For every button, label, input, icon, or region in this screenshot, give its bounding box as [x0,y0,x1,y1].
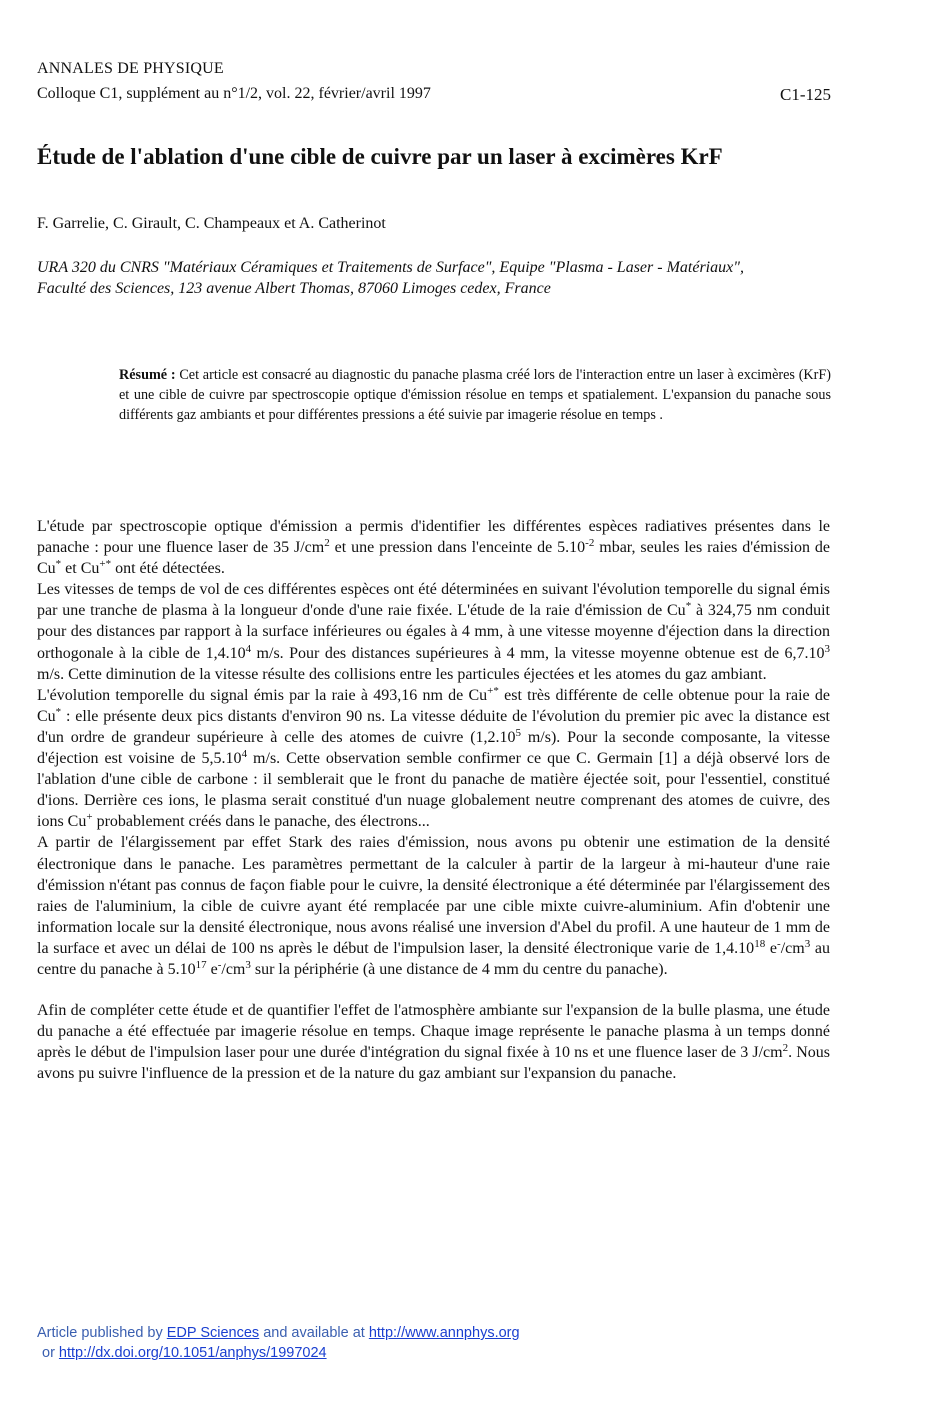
superscript: 4 [241,748,248,761]
text-run: A partir de l'élargissement par effet Stark des raies d'émission, nous avons pu obtenir une estimation de la densité électronique dans le panache. Les paramètres permettant de la calculer à partir de la largeur à mi-hauteur d'une raie d'émission n'étant pas connus de façon fiable pour le cuivre, la densité électronique a été déterminée par l'élargissement des raies de l'aluminium, la cible de cuivre ayant été remplacée par une cible mixte cuivre-aluminium. Afin d'obtenir une information locale sur la densité électronique, nous avons réalisé une inversion d'Abel du profil. A une hauteur de 1 mm de la surface et avec un délai de 100 ns après le début de l'impulsion laser, la densité électronique varie de 1,4.10 [37,834,830,957]
paragraph-4 [37,832,830,980]
publication-footer [37,1323,520,1363]
footer-line-2 [37,1343,520,1363]
footer-line-1 [37,1323,520,1343]
superscript: * [685,600,692,613]
text-run: Les vitesses de temps de vol de ces différentes espèces ont été déterminées en suivant l'évolution temporelle du signal émis par une tranche de plasma à la longueur d'onde d'une raie fixée. L'étude de la raie d'émission de Cu [37,581,830,620]
text-run: m/s. Cette observation semble confirmer ce que C. Germain [1] a déjà observé lors de l'ablation d'une cible de carbone : il semblerait que le front du panache de matière éjectée soit, pour l'essentiel, constitué d'ions. Derrière ces ions, le plasma serait constitué d'un nuage globalement neutre comprenant des atomes de cuivre, des ions Cu [37,750,830,831]
publisher-link[interactable]: EDP Sciences [166,1325,260,1341]
paragraph-3 [37,685,830,833]
page-number: C1-125 [780,85,831,104]
text-run: au centre du panache à 5.10 [37,939,831,978]
text-run: est très différente de celle obtenue pour la raie de Cu [37,686,831,725]
text-run: e [765,939,778,957]
text-run: et une pression dans l'enceinte de 5.10 [329,539,586,557]
issue-line: Colloque C1, supplément au n°1/2, vol. 22, février/avril 1997 [37,85,431,102]
superscript: 17 [195,958,207,971]
paper-title: Étude de l'ablation d'une cible de cuivre par un laser à excimères KrF [37,144,723,169]
text-run: L'étude par spectroscopie optique d'émission a permis d'identifier les différentes espèces radiatives présentes dans le panache : pour une fluence laser de 35 J/cm [37,518,830,557]
footer-text: and available at [259,1325,369,1341]
text-run: e [206,960,218,978]
text-run: à 324,75 nm conduit pour des distances par rapport à la surface inférieures ou égales à 4 mm, à une vitesse moyenne d'éjection dans la direction orthogonale à la cible de 1,4.10 [37,602,830,662]
text-run: m/s. Pour des distances supérieures à 4 mm, la vitesse moyenne obtenue est de 6,7.10 [251,644,825,662]
abstract [119,365,831,425]
superscript: +* [487,684,499,697]
superscript: 2 [782,1042,789,1055]
superscript: 3 [824,642,831,655]
text-run: /cm [780,939,805,957]
text-run: ont été détectées. [111,560,225,578]
superscript: 2 [324,537,330,550]
superscript: 3 [245,958,251,971]
text-run: Afin de compléter cette étude et de quantifier l'effet de l'atmosphère ambiante sur l'expansion de la bulle plasma, une étude du panache a été effectuée par imagerie résolue en temps. Chaque image représente le panache plasma à un temps donné après le début de l'impulsion laser pour une durée d'intégration du signal fixée à 10 ns et une fluence laser de 3 J/cm [37,1002,830,1062]
authors: F. Garrelie, C. Girault, C. Champeaux et A. Catherinot [37,215,386,232]
text-run: : elle présente deux pics distants d'environ 90 ns. La vitesse déduite de l'évolution du premier pic avec la distance est d'un ordre de grandeur supérieure à celle des atomes de cuivre (1,2.10 [37,707,830,746]
footer-text: Article published by [37,1325,167,1341]
paragraph-5 [37,1000,830,1084]
text-run: probablement créés dans le panache, des électrons... [92,813,430,831]
superscript: 4 [245,642,252,655]
text-run: mbar, seules les raies d'émission de Cu [37,539,831,578]
superscript: 5 [515,726,522,739]
superscript: * [55,705,62,718]
text-run: L'évolution temporelle du signal émis par la raie à 493,16 nm de Cu [37,686,488,704]
superscript: - [217,958,222,971]
doi-link[interactable]: http://dx.doi.org/10.1051/anphys/1997024 [58,1345,327,1361]
text-run: /cm [221,960,246,978]
abstract-label: Résumé : [119,367,176,383]
paragraph-1 [37,516,830,579]
footer-text: or [42,1345,59,1361]
superscript: 18 [754,937,766,950]
text-run: . Nous avons pu suivre l'influence de la pression et de la nature du gaz ambiant sur l'expansion du panache. [37,1044,831,1083]
text-run: et Cu [61,560,100,578]
superscript: +* [99,558,112,571]
superscript: * [55,558,62,571]
superscript: 3 [804,937,811,950]
site-link[interactable]: http://www.annphys.org [368,1325,520,1341]
text-run: m/s. Cette diminution de la vitesse résulte des collisions entre les particules éjectées et les atomes du gaz ambiant. [37,665,767,683]
superscript: + [86,811,93,824]
superscript: - [777,937,781,950]
abstract-text: Cet article est consacré au diagnostic du panache plasma créé lors de l'interaction entre un laser à excimères (KrF) et une cible de cuivre par spectroscopie optique d'émission résolue en temps et spatialement. L'expansion du panache sous différents gaz ambiants et pour différentes pressions a été suivie par imagerie résolue en temps . [119,367,831,423]
superscript: -2 [585,537,595,550]
journal-name: ANNALES DE PHYSIQUE [37,60,224,77]
text-run: m/s). Pour la seconde composante, la vitesse d'éjection est voisine de 5,5.10 [37,728,831,768]
text-run: sur la périphérie (à une distance de 4 mm du centre du panache). [250,960,668,978]
paragraph-2 [37,579,830,684]
affiliation: URA 320 du CNRS "Matériaux Céramiques et Traitements de Surface", Equipe "Plasma - Laser - Matériaux", Faculté des Sciences, 123 avenue Albert Thomas, 87060 Limoges cedex, France [37,259,744,297]
body-text [37,516,830,1084]
